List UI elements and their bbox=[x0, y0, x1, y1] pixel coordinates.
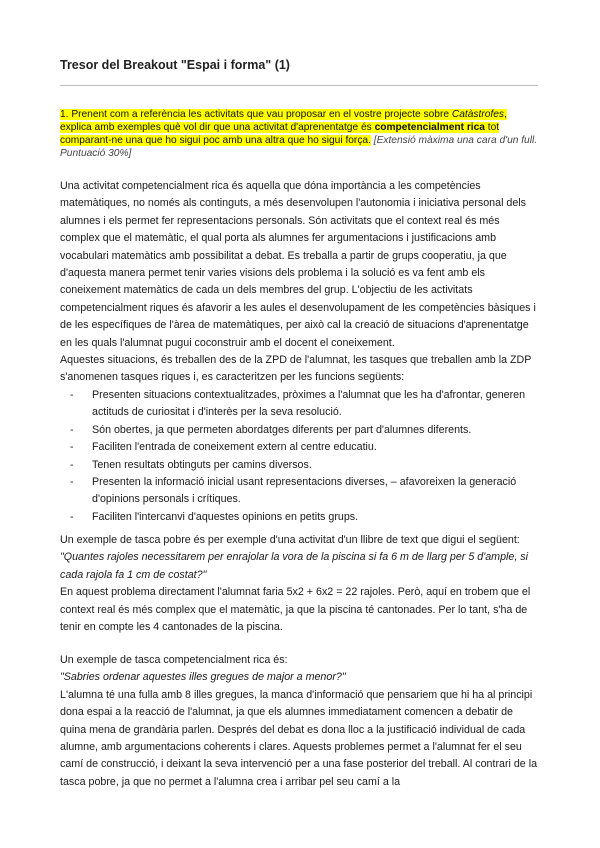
list-item: - Tenen resultats obtinguts per camins diversos. bbox=[60, 457, 542, 474]
title-divider bbox=[60, 85, 538, 86]
paragraph-definition: Una activitat competencialment rica és aquella que dóna importància a les competències matemàtiques, no només als continguts, a més desenvolupen l'autonomia i iniciativa personal dels alumnes i els permet fer representacions personals. Són activitats que el context real és més complex que el matemàtic, el qual porta als alumnes fer argumentacions i justificacions amb vocabulari matemàtics amb possibilitat a debat. Es treballa a partir de grups cooperatiu, ja que d'aquesta manera permet tenir varies visions dels problema i la solució es va fent amb els coneixement matemàtics de cada un dels membres del grup. L'objectiu de les activitats competencialment riques és afavorir a les aules el desenvolupament de les competències bàsiques i de les específiques de l'àrea de matemàtiques, per això cal la creació de situacions d'aprenentatge en les quals l'alumnat pugui coconstruir amb el docent el coneixement. bbox=[60, 180, 536, 349]
poor-task-example bbox=[60, 532, 542, 636]
list-item: - Són obertes, ja que permeten abordatges diferents per part d'alumnes diferents. bbox=[60, 422, 542, 439]
poor-example-explanation: En aquest problema directament l'alumnat faria 5x2 + 6x2 = 22 rajoles. Però, aquí en trobem que el context real és més complex que el matemàtic, ja que la piscina té cantonades. Per lo tant, s'ha de tenir en compte les 4 cantonades de la piscina. bbox=[60, 586, 531, 634]
task-italic-word: Catàstrofes bbox=[451, 109, 504, 120]
rich-example-quote: "Sabries ordenar aquestes illes gregues de major a menor?" bbox=[60, 671, 346, 684]
bullet-dash: - bbox=[70, 510, 74, 523]
answer-body bbox=[60, 178, 542, 526]
characteristics-list bbox=[60, 387, 542, 526]
task-text-part1: 1. Prenent com a referència les activitats que vau proposar en el vostre projecte sobre bbox=[60, 109, 452, 120]
paragraph-situations: Aquestes situacions, és treballen des de la ZPD de l'alumnat, les tasques que treballen amb la ZDP s'anomenen tasques riques i, es caracteritzen per les funcions següents: bbox=[60, 354, 532, 384]
list-item: - Faciliten l'entrada de coneixement extern al centre educatiu. bbox=[60, 439, 542, 456]
task-text-part2: , explica amb exemples què vol dir que una activitat d'aprenentatge és bbox=[60, 109, 507, 133]
bullet-dash: - bbox=[70, 475, 74, 488]
task-note: [Extensió màxima una cara d'un full. Puntuació 30%] bbox=[60, 135, 538, 159]
bullet-dash: - bbox=[70, 441, 74, 454]
document-title: Tresor del Breakout "Espai i forma" (1) bbox=[60, 58, 290, 72]
task-bold-phrase: competencialment rica bbox=[374, 122, 485, 133]
list-item: - Presenten la informació inicial usant representacions diverses, – afavoreixen la generació d'opinions personals i crítiques. bbox=[70, 475, 517, 506]
poor-example-intro: Un exemple de tasca pobre és per exemple d'una activitat d'un llibre de text que digui el següent: bbox=[60, 534, 520, 546]
rich-example-intro: Un exemple de tasca competencialment rica és: bbox=[60, 654, 288, 666]
bullet-dash: - bbox=[70, 458, 74, 471]
rich-task-example bbox=[60, 652, 542, 791]
list-item: - Presenten situacions contextualitzades, pròximes a l'alumnat que les ha d'afrontar, generen actituds de curiositat i d'interès per la seva resolució. bbox=[70, 388, 526, 419]
task-text-part3: tot comparant-ne una que ho sigui poc amb una altra que ho sigui força. bbox=[60, 122, 500, 146]
bullet-dash: - bbox=[70, 388, 74, 401]
rich-example-explanation: L'alumna té una fulla amb 8 illes gregues, la manca d'informació que pensariem que hi ha al principi dona espai a la reacció de l'alumnat, ja que els alumnes immediatament comencen a debatir de quina mena de grandària parlen. Després del debat es dona lloc a la justificació individual de cada alumne, amb argumentacions coherents i clares. Aquests problemes permet a l'alumnat fer el seu camí de construcció, i deixant la seva intervenció per a una fase posterior del treball. Al contrari de la tasca pobre, ja que no permet a l'alumna crea i arribar pel seu camí a la bbox=[60, 688, 538, 788]
task-prompt bbox=[60, 108, 540, 160]
bullet-dash: - bbox=[70, 423, 74, 436]
list-item: - Faciliten l'intercanvi d'aquestes opinions en petits grups. bbox=[60, 509, 542, 526]
poor-example-quote: "Quantes rajoles necessitarem per enrajolar la vora de la piscina si fa 6 m de llarg per 5 d'ample, si cada rajola fa 1 cm de costat?" bbox=[60, 551, 529, 581]
